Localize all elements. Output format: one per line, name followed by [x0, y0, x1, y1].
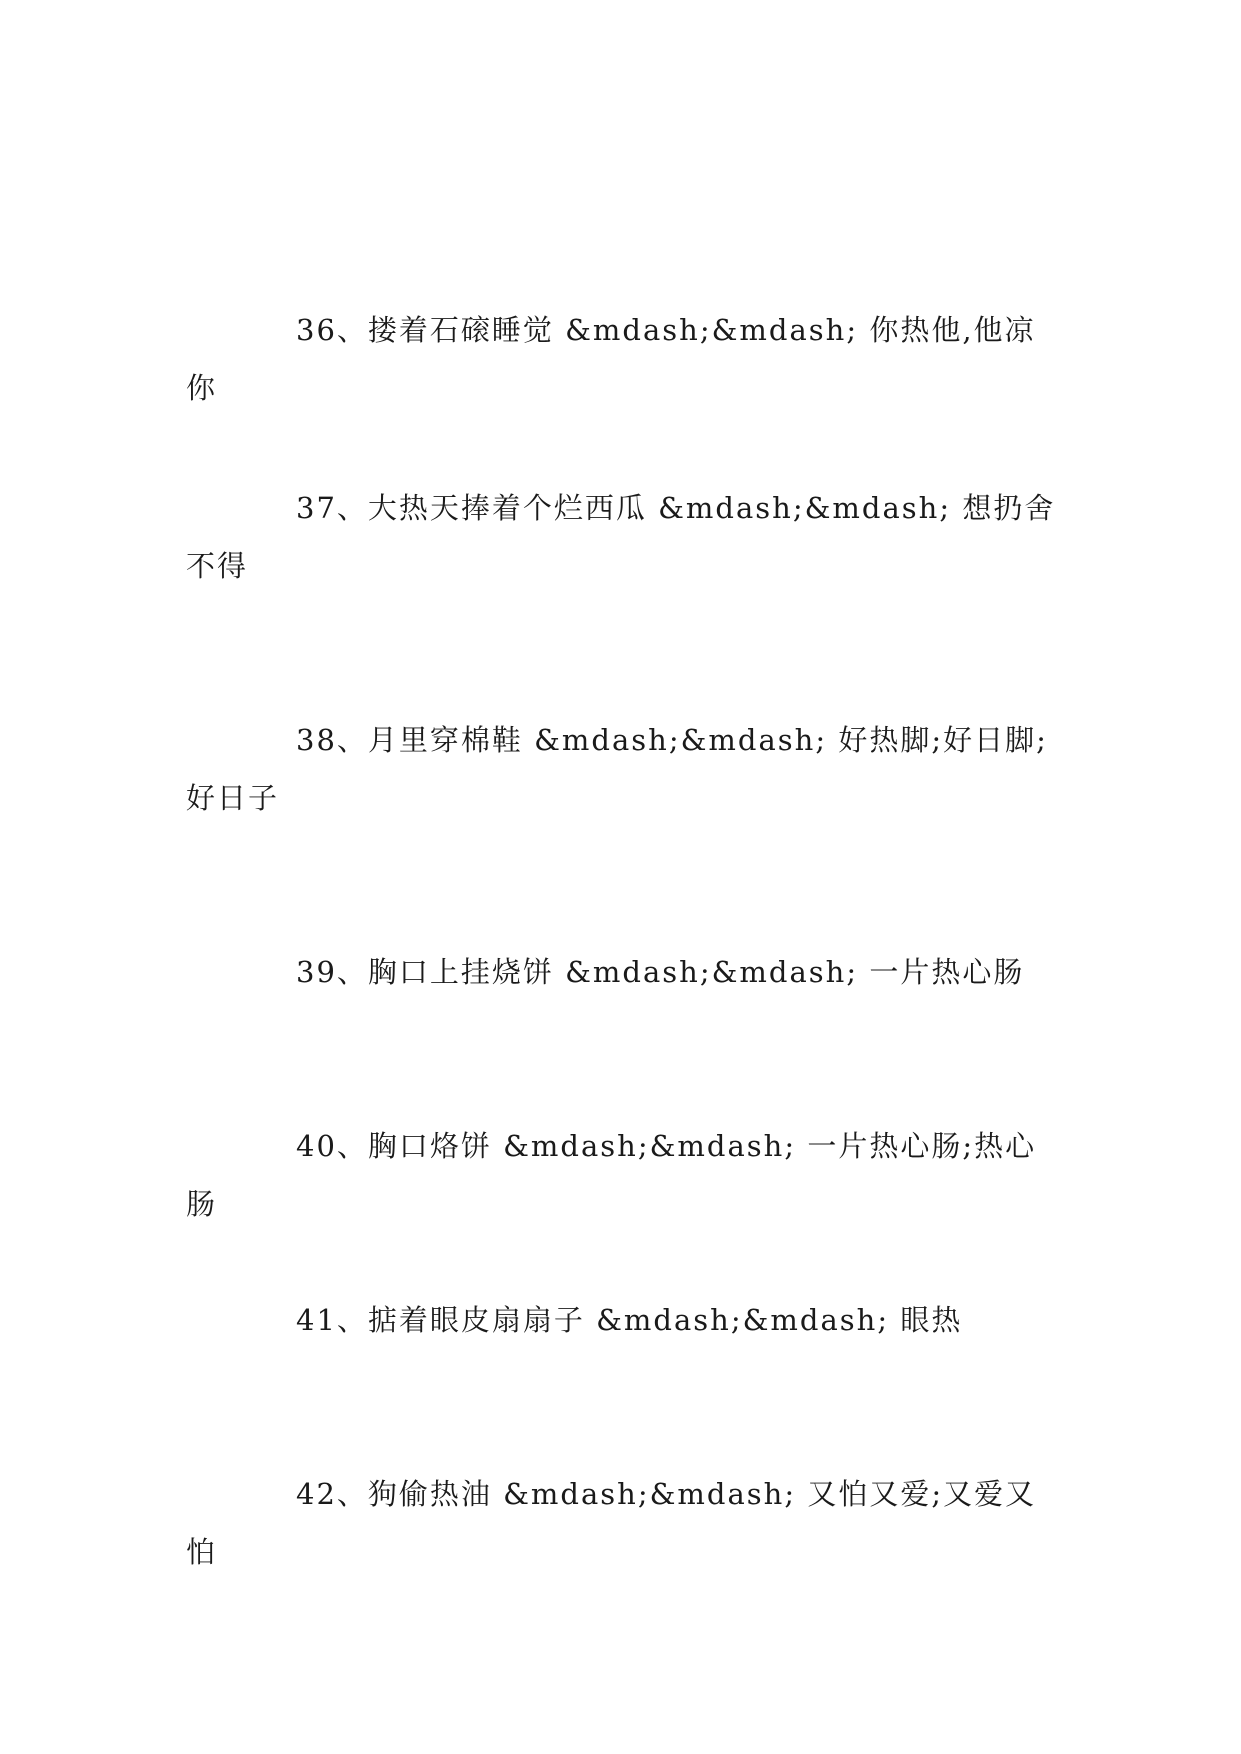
- paragraph-37: 37、大热天捧着个烂西瓜 &mdash;&mdash; 想扔舍不得: [186, 491, 1056, 583]
- paragraph-41: 41、掂着眼皮扇扇子 &mdash;&mdash; 眼热: [296, 1303, 963, 1337]
- paragraph-40: 40、胸口烙饼 &mdash;&mdash; 一片热心肠;热心肠: [186, 1129, 1037, 1221]
- paragraph-38: 38、月里穿棉鞋 &mdash;&mdash; 好热脚;好日脚;好日子: [186, 723, 1048, 815]
- paragraph-42: 42、狗偷热油 &mdash;&mdash; 又怕又爱;又爱又怕: [186, 1477, 1037, 1569]
- paragraph-36: 36、搂着石磙睡觉 &mdash;&mdash; 你热他,他凉你: [186, 313, 1036, 405]
- paragraph-39: 39、胸口上挂烧饼 &mdash;&mdash; 一片热心肠: [296, 955, 1025, 989]
